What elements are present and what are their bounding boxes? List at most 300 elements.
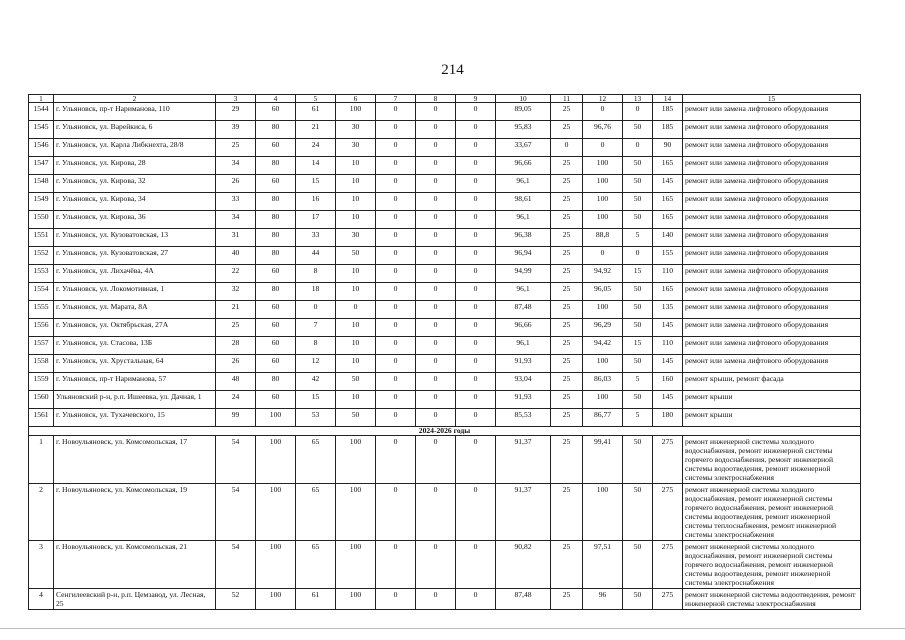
table-cell: 1546 bbox=[29, 139, 54, 157]
table-cell: 0 bbox=[456, 247, 496, 265]
table-cell: 26 bbox=[216, 355, 256, 373]
table-cell: 80 bbox=[256, 121, 296, 139]
table-cell: 54 bbox=[216, 436, 256, 484]
table-cell: 0 bbox=[583, 139, 623, 157]
table-cell: 0 bbox=[376, 193, 416, 211]
table-row bbox=[29, 121, 861, 139]
table-cell: 0 bbox=[416, 373, 456, 391]
table-cell: 5 bbox=[623, 229, 653, 247]
table-cell: 25 bbox=[551, 319, 583, 337]
table-cell: г. Ульяновск, ул. Марата, 8А bbox=[54, 301, 216, 319]
table-cell: 0 bbox=[416, 409, 456, 427]
table-cell: 0 bbox=[456, 391, 496, 409]
table-cell: 0 bbox=[456, 541, 496, 589]
table-cell: 40 bbox=[216, 247, 256, 265]
table-cell: 30 bbox=[336, 229, 376, 247]
table-cell: 180 bbox=[653, 409, 683, 427]
table-cell: 165 bbox=[653, 193, 683, 211]
table-cell: Ульяновский р-н, р.п. Ишеевка, ул. Дачная, 1 bbox=[54, 391, 216, 409]
table-cell: ремонт инженерной системы холодного водоснабжения, ремонт инженерной системы горячего водоснабжения, ремонт инженерной системы водоотведения, ремонт инженерной системы электроснабжения bbox=[683, 541, 861, 589]
column-header: 10 bbox=[496, 95, 551, 103]
table-row bbox=[29, 391, 861, 409]
table-cell: 86,03 bbox=[583, 373, 623, 391]
table-cell: 25 bbox=[551, 211, 583, 229]
table-cell: 0 bbox=[456, 121, 496, 139]
table-cell: 80 bbox=[256, 193, 296, 211]
table-cell: г. Ульяновск, ул. Кузоватовская, 13 bbox=[54, 229, 216, 247]
table-cell: 0 bbox=[336, 301, 376, 319]
table-cell: 89,05 bbox=[496, 103, 551, 121]
table-cell: 0 bbox=[456, 103, 496, 121]
table-cell: г. Ульяновск, ул. Лихачёва, 4А bbox=[54, 265, 216, 283]
table-cell: 52 bbox=[216, 589, 256, 610]
table-cell: ремонт или замена лифтового оборудования bbox=[683, 157, 861, 175]
table-cell: 110 bbox=[653, 337, 683, 355]
table-cell: 80 bbox=[256, 157, 296, 175]
table-cell: 95,83 bbox=[496, 121, 551, 139]
table-cell: 97,51 bbox=[583, 541, 623, 589]
table-cell: 10 bbox=[336, 337, 376, 355]
table-cell: ремонт или замена лифтового оборудования bbox=[683, 175, 861, 193]
table-cell: 0 bbox=[376, 229, 416, 247]
table-cell: 87,48 bbox=[496, 301, 551, 319]
repair-program-table bbox=[28, 94, 861, 610]
table-cell: Сенгилеевский р-н, р.п. Цемзавод, ул. Лесная, 25 bbox=[54, 589, 216, 610]
table-cell: 54 bbox=[216, 541, 256, 589]
table-cell: г. Ульяновск, ул. Кирова, 32 bbox=[54, 175, 216, 193]
table-cell: 50 bbox=[623, 484, 653, 541]
table-cell: 94,99 bbox=[496, 265, 551, 283]
table-cell: 0 bbox=[416, 229, 456, 247]
table-cell: г. Ульяновск, пр-т Нариманова, 110 bbox=[54, 103, 216, 121]
table-cell: 10 bbox=[336, 157, 376, 175]
table-cell: 100 bbox=[583, 484, 623, 541]
table-cell: 100 bbox=[256, 409, 296, 427]
table-cell: 25 bbox=[551, 409, 583, 427]
column-header: 8 bbox=[416, 95, 456, 103]
table-cell: 0 bbox=[456, 157, 496, 175]
table-cell: 155 bbox=[653, 247, 683, 265]
table-cell: 0 bbox=[376, 265, 416, 283]
table-cell: 0 bbox=[583, 103, 623, 121]
table-cell: 18 bbox=[296, 283, 336, 301]
table-cell: 60 bbox=[256, 139, 296, 157]
table-cell: 2 bbox=[29, 484, 54, 541]
table-cell: 0 bbox=[416, 391, 456, 409]
table-cell: 94,92 bbox=[583, 265, 623, 283]
table-cell: ремонт или замена лифтового оборудования bbox=[683, 121, 861, 139]
table-cell: 29 bbox=[216, 103, 256, 121]
table-cell: 5 bbox=[623, 373, 653, 391]
table-cell: 1552 bbox=[29, 247, 54, 265]
table-cell: 0 bbox=[551, 139, 583, 157]
table-cell: 96,76 bbox=[583, 121, 623, 139]
table-cell: 34 bbox=[216, 211, 256, 229]
table-cell: 100 bbox=[583, 193, 623, 211]
table-row bbox=[29, 301, 861, 319]
table-cell: 30 bbox=[336, 139, 376, 157]
table-cell: 25 bbox=[551, 541, 583, 589]
table-cell: 100 bbox=[583, 301, 623, 319]
table-cell: 32 bbox=[216, 283, 256, 301]
table-cell: 25 bbox=[551, 157, 583, 175]
table-cell: ремонт или замена лифтового оборудования bbox=[683, 319, 861, 337]
table-cell: 1560 bbox=[29, 391, 54, 409]
table-cell: ремонт крыши bbox=[683, 409, 861, 427]
table-cell: ремонт или замена лифтового оборудования bbox=[683, 301, 861, 319]
column-header: 1 bbox=[29, 95, 54, 103]
table-cell: 61 bbox=[296, 589, 336, 610]
table-cell: 100 bbox=[583, 355, 623, 373]
table-cell: 0 bbox=[456, 355, 496, 373]
table-cell: 60 bbox=[256, 175, 296, 193]
table-cell: 100 bbox=[583, 157, 623, 175]
table-cell: 8 bbox=[296, 265, 336, 283]
table-cell: 50 bbox=[623, 391, 653, 409]
table-cell: 0 bbox=[296, 301, 336, 319]
table-cell: 0 bbox=[376, 175, 416, 193]
table-cell: 0 bbox=[416, 193, 456, 211]
table-cell: г. Ульяновск, ул. Стасова, 13Б bbox=[54, 337, 216, 355]
table-cell: 100 bbox=[336, 436, 376, 484]
table-cell: 0 bbox=[416, 301, 456, 319]
table-cell: ремонт или замена лифтового оборудования bbox=[683, 211, 861, 229]
table-cell: 0 bbox=[376, 391, 416, 409]
table-cell: 25 bbox=[551, 484, 583, 541]
table-cell: 0 bbox=[456, 373, 496, 391]
table-cell: 160 bbox=[653, 373, 683, 391]
table-cell: 0 bbox=[456, 139, 496, 157]
table-cell: 0 bbox=[376, 484, 416, 541]
table-cell: 96,1 bbox=[496, 175, 551, 193]
column-header: 9 bbox=[456, 95, 496, 103]
table-cell: 0 bbox=[376, 409, 416, 427]
table-row bbox=[29, 193, 861, 211]
table-cell: 0 bbox=[416, 589, 456, 610]
table-cell: г. Ульяновск, ул. Кирова, 36 bbox=[54, 211, 216, 229]
table-body bbox=[29, 95, 861, 610]
table-row bbox=[29, 229, 861, 247]
table-cell: 85,53 bbox=[496, 409, 551, 427]
table-cell: 0 bbox=[456, 283, 496, 301]
table-cell: 0 bbox=[456, 175, 496, 193]
table-row bbox=[29, 589, 861, 610]
table-cell: 25 bbox=[551, 193, 583, 211]
column-header: 5 bbox=[296, 95, 336, 103]
table-cell: 50 bbox=[623, 121, 653, 139]
table-cell: 145 bbox=[653, 175, 683, 193]
column-number-row bbox=[29, 95, 861, 103]
table-cell: 1559 bbox=[29, 373, 54, 391]
table-cell: г. Ульяновск, ул. Хрустальная, 64 bbox=[54, 355, 216, 373]
table-cell: 80 bbox=[256, 283, 296, 301]
table-row bbox=[29, 337, 861, 355]
table-cell: ремонт или замена лифтового оборудования bbox=[683, 265, 861, 283]
table-cell: 0 bbox=[416, 247, 456, 265]
table-cell: 25 bbox=[551, 337, 583, 355]
table-cell: 185 bbox=[653, 121, 683, 139]
table-cell: 0 bbox=[623, 103, 653, 121]
table-cell: 80 bbox=[256, 373, 296, 391]
table-cell: 61 bbox=[296, 103, 336, 121]
table-cell: 0 bbox=[416, 157, 456, 175]
table-cell: 0 bbox=[416, 337, 456, 355]
table-cell: 25 bbox=[551, 121, 583, 139]
table-cell: 0 bbox=[456, 409, 496, 427]
table-cell: 24 bbox=[296, 139, 336, 157]
table-cell: 0 bbox=[376, 247, 416, 265]
table-row bbox=[29, 103, 861, 121]
table-cell: 50 bbox=[623, 319, 653, 337]
table-cell: г. Новоульяновск, ул. Комсомольская, 17 bbox=[54, 436, 216, 484]
table-row bbox=[29, 139, 861, 157]
table-cell: 99,41 bbox=[583, 436, 623, 484]
table-cell: 25 bbox=[551, 265, 583, 283]
table-cell: 60 bbox=[256, 301, 296, 319]
table-cell: 50 bbox=[623, 541, 653, 589]
table-cell: 65 bbox=[296, 541, 336, 589]
table-cell: 25 bbox=[551, 391, 583, 409]
table-cell: 98,61 bbox=[496, 193, 551, 211]
table-cell: г. Ульяновск, ул. Кирова, 28 bbox=[54, 157, 216, 175]
table-cell: 275 bbox=[653, 484, 683, 541]
table-cell: 25 bbox=[216, 319, 256, 337]
table-cell: 91,37 bbox=[496, 484, 551, 541]
table-cell: 15 bbox=[623, 337, 653, 355]
table-cell: 21 bbox=[216, 301, 256, 319]
table-cell: 275 bbox=[653, 589, 683, 610]
table-row bbox=[29, 436, 861, 484]
table-cell: 100 bbox=[256, 484, 296, 541]
table-cell: 100 bbox=[336, 484, 376, 541]
table-cell: 88,8 bbox=[583, 229, 623, 247]
table-cell: г. Новоульяновск, ул. Комсомольская, 19 bbox=[54, 484, 216, 541]
table-cell: 96,1 bbox=[496, 283, 551, 301]
table-row bbox=[29, 373, 861, 391]
table-cell: 0 bbox=[376, 589, 416, 610]
table-cell: 96,29 bbox=[583, 319, 623, 337]
table-cell: 50 bbox=[623, 193, 653, 211]
table-cell: 33 bbox=[296, 229, 336, 247]
table-cell: 96,38 bbox=[496, 229, 551, 247]
table-cell: г. Ульяновск, ул. Варейкиса, 6 bbox=[54, 121, 216, 139]
table-cell: 100 bbox=[336, 589, 376, 610]
table-row bbox=[29, 319, 861, 337]
table-cell: 25 bbox=[551, 247, 583, 265]
table-cell: 31 bbox=[216, 229, 256, 247]
table-cell: 0 bbox=[456, 319, 496, 337]
table-cell: 91,93 bbox=[496, 355, 551, 373]
table-cell: 50 bbox=[623, 211, 653, 229]
table-cell: 25 bbox=[551, 355, 583, 373]
table-cell: 25 bbox=[551, 229, 583, 247]
table-cell: 0 bbox=[416, 484, 456, 541]
table-row bbox=[29, 484, 861, 541]
table-cell: 100 bbox=[256, 541, 296, 589]
table-cell: 50 bbox=[623, 175, 653, 193]
table-cell: 22 bbox=[216, 265, 256, 283]
table-cell: 26 bbox=[216, 175, 256, 193]
table-cell: 0 bbox=[416, 103, 456, 121]
table-cell: 0 bbox=[456, 337, 496, 355]
table-cell: 100 bbox=[336, 541, 376, 589]
table-cell: 39 bbox=[216, 121, 256, 139]
table-cell: 65 bbox=[296, 436, 336, 484]
table-cell: 25 bbox=[551, 283, 583, 301]
table-cell: 0 bbox=[456, 229, 496, 247]
table-cell: 110 bbox=[653, 265, 683, 283]
table-cell: ремонт или замена лифтового оборудования bbox=[683, 139, 861, 157]
table-cell: 91,37 bbox=[496, 436, 551, 484]
table-cell: 1548 bbox=[29, 175, 54, 193]
table-cell: 1549 bbox=[29, 193, 54, 211]
section-header-row bbox=[29, 427, 861, 436]
table-cell: 17 bbox=[296, 211, 336, 229]
table-cell: ремонт или замена лифтового оборудования bbox=[683, 229, 861, 247]
table-cell: 1554 bbox=[29, 283, 54, 301]
table-cell: 0 bbox=[416, 355, 456, 373]
table-cell: 50 bbox=[623, 436, 653, 484]
column-header: 6 bbox=[336, 95, 376, 103]
table-cell: 165 bbox=[653, 211, 683, 229]
table-cell: 1551 bbox=[29, 229, 54, 247]
table-cell: 44 bbox=[296, 247, 336, 265]
column-header: 14 bbox=[653, 95, 683, 103]
table-cell: 100 bbox=[256, 589, 296, 610]
table-cell: 33,67 bbox=[496, 139, 551, 157]
table-cell: 1544 bbox=[29, 103, 54, 121]
table-cell: 10 bbox=[336, 319, 376, 337]
table-cell: 96,1 bbox=[496, 211, 551, 229]
table-cell: 16 bbox=[296, 193, 336, 211]
table-cell: 10 bbox=[336, 283, 376, 301]
table-cell: 0 bbox=[376, 373, 416, 391]
table-cell: 30 bbox=[336, 121, 376, 139]
table-cell: 50 bbox=[336, 247, 376, 265]
table-cell: 93,04 bbox=[496, 373, 551, 391]
table-cell: 0 bbox=[376, 157, 416, 175]
table-cell: 0 bbox=[456, 265, 496, 283]
table-cell: 165 bbox=[653, 283, 683, 301]
table-cell: 135 bbox=[653, 301, 683, 319]
table-cell: 100 bbox=[336, 103, 376, 121]
table-cell: 60 bbox=[256, 103, 296, 121]
table-cell: 0 bbox=[416, 283, 456, 301]
table-cell: 100 bbox=[583, 175, 623, 193]
table-cell: 87,48 bbox=[496, 589, 551, 610]
table-cell: 80 bbox=[256, 211, 296, 229]
table-cell: 1553 bbox=[29, 265, 54, 283]
table-row bbox=[29, 265, 861, 283]
table-cell: 54 bbox=[216, 484, 256, 541]
table-cell: 0 bbox=[416, 211, 456, 229]
table-cell: 14 bbox=[296, 157, 336, 175]
table-cell: ремонт или замена лифтового оборудования bbox=[683, 337, 861, 355]
table-cell: 94,42 bbox=[583, 337, 623, 355]
table-cell: 25 bbox=[216, 139, 256, 157]
table-cell: 25 bbox=[551, 589, 583, 610]
column-header: 12 bbox=[583, 95, 623, 103]
column-header: 7 bbox=[376, 95, 416, 103]
table-row bbox=[29, 355, 861, 373]
table-cell: 50 bbox=[623, 301, 653, 319]
column-header: 2 bbox=[54, 95, 216, 103]
table-cell: 165 bbox=[653, 157, 683, 175]
table-row bbox=[29, 247, 861, 265]
table-cell: 60 bbox=[256, 337, 296, 355]
table-cell: 100 bbox=[583, 391, 623, 409]
table-cell: 10 bbox=[336, 193, 376, 211]
table-cell: 80 bbox=[256, 247, 296, 265]
table-cell: 53 bbox=[296, 409, 336, 427]
table-cell: 0 bbox=[416, 541, 456, 589]
table-cell: ремонт или замена лифтового оборудования bbox=[683, 283, 861, 301]
column-header: 3 bbox=[216, 95, 256, 103]
table-cell: 140 bbox=[653, 229, 683, 247]
table-cell: 42 bbox=[296, 373, 336, 391]
table-cell: 0 bbox=[376, 211, 416, 229]
table-cell: 99 bbox=[216, 409, 256, 427]
table-cell: 96 bbox=[583, 589, 623, 610]
table-cell: ремонт инженерной системы холодного водоснабжения, ремонт инженерной системы горячего водоснабжения, ремонт инженерной системы водоотведения, ремонт инженерной системы электроснабжения bbox=[683, 436, 861, 484]
table-cell: 0 bbox=[623, 139, 653, 157]
table-cell: 0 bbox=[416, 319, 456, 337]
table-row bbox=[29, 283, 861, 301]
table-cell: 0 bbox=[456, 193, 496, 211]
table-cell: 0 bbox=[416, 121, 456, 139]
table-cell: 50 bbox=[623, 355, 653, 373]
table-cell: 24 bbox=[216, 391, 256, 409]
table-cell: ремонт крыши bbox=[683, 391, 861, 409]
table-cell: 1556 bbox=[29, 319, 54, 337]
table-cell: 1545 bbox=[29, 121, 54, 139]
table-cell: 60 bbox=[256, 319, 296, 337]
table-cell: 50 bbox=[623, 283, 653, 301]
table-cell: 0 bbox=[376, 355, 416, 373]
table-cell: 1555 bbox=[29, 301, 54, 319]
table-cell: 0 bbox=[416, 265, 456, 283]
table-cell: 3 bbox=[29, 541, 54, 589]
column-header: 11 bbox=[551, 95, 583, 103]
table-cell: ремонт инженерной системы водоотведения, ремонт инженерной системы электроснабжения bbox=[683, 589, 861, 610]
table-cell: 0 bbox=[456, 484, 496, 541]
table-row bbox=[29, 541, 861, 589]
table-cell: 1557 bbox=[29, 337, 54, 355]
table-row bbox=[29, 409, 861, 427]
table-cell: ремонт или замена лифтового оборудования bbox=[683, 193, 861, 211]
table-cell: 275 bbox=[653, 541, 683, 589]
table-cell: 10 bbox=[336, 355, 376, 373]
table-cell: 0 bbox=[376, 337, 416, 355]
table-cell: 25 bbox=[551, 373, 583, 391]
table-cell: 0 bbox=[456, 436, 496, 484]
table-cell: 80 bbox=[256, 229, 296, 247]
table-cell: 34 bbox=[216, 157, 256, 175]
table-cell: 0 bbox=[456, 211, 496, 229]
table-cell: 7 bbox=[296, 319, 336, 337]
table-row bbox=[29, 211, 861, 229]
table-cell: г. Ульяновск, пр-т Нариманова, 57 bbox=[54, 373, 216, 391]
table-cell: 15 bbox=[296, 175, 336, 193]
table-cell: ремонт или замена лифтового оборудования bbox=[683, 247, 861, 265]
table-cell: 0 bbox=[416, 139, 456, 157]
table-cell: г. Новоульяновск, ул. Комсомольская, 21 bbox=[54, 541, 216, 589]
table-cell: 65 bbox=[296, 484, 336, 541]
table-cell: г. Ульяновск, ул. Кирова, 34 bbox=[54, 193, 216, 211]
table-cell: 0 bbox=[376, 139, 416, 157]
table-cell: 15 bbox=[296, 391, 336, 409]
table-cell: 145 bbox=[653, 319, 683, 337]
